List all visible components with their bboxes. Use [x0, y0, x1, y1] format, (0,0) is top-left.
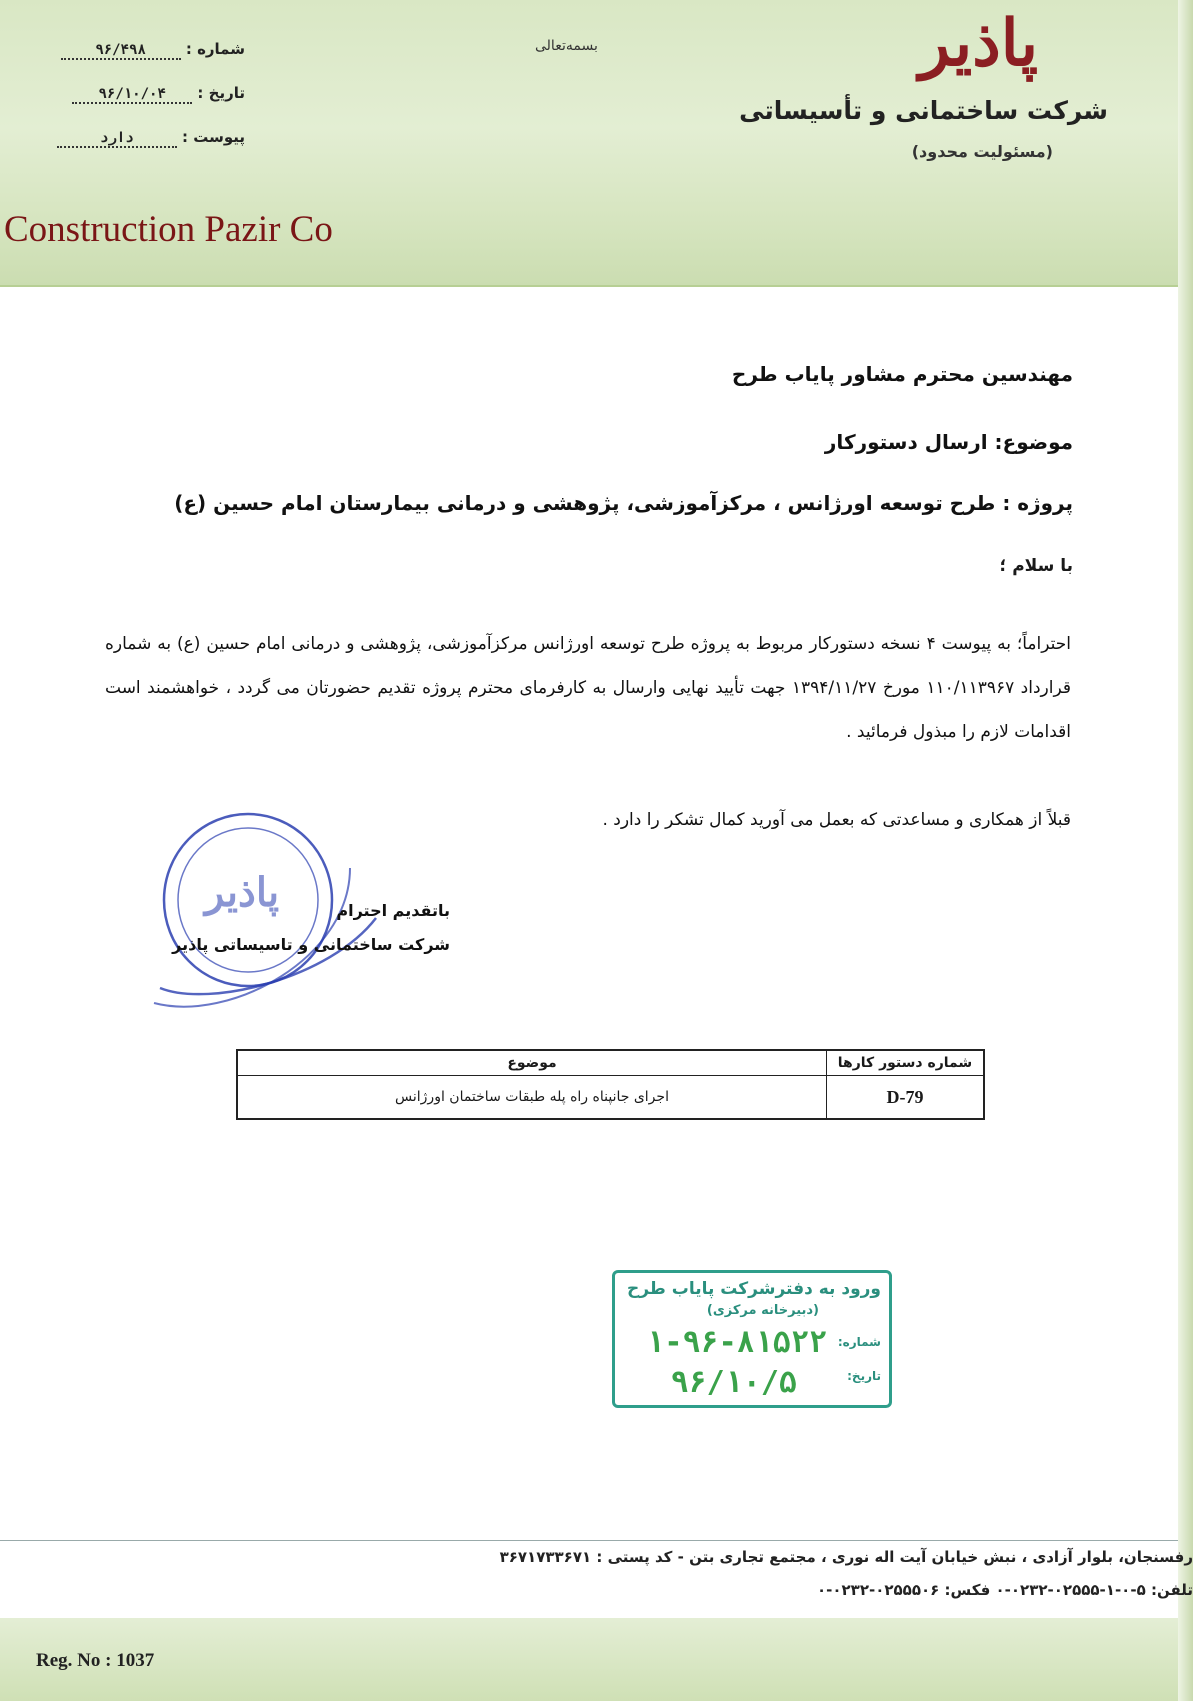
- receipt-date-value: ۹۶/۱۰/۵: [670, 1365, 797, 1400]
- registration-number: Reg. No : 1037: [36, 1650, 155, 1671]
- letter-number-label: شماره :: [185, 40, 245, 58]
- receipt-number-label: شماره:: [837, 1335, 881, 1349]
- letter-number-row: [25, 40, 245, 60]
- work-order-number: D-79: [827, 1076, 985, 1120]
- receipt-stamp: [612, 1270, 892, 1408]
- table-row: [237, 1076, 984, 1120]
- letter-attachment-value: دارد: [57, 130, 177, 148]
- header-subject: موضوع: [237, 1050, 827, 1076]
- bismillah-heading: بسمه‌تعالی: [535, 38, 598, 54]
- letter-greeting: با سلام ؛: [999, 556, 1073, 576]
- work-orders-table: [236, 1049, 985, 1120]
- letter-date-label: تاریخ :: [197, 84, 245, 102]
- svg-text:پاذیر: پاذیر: [204, 869, 280, 916]
- letter-attachment-label: پیوست :: [181, 128, 245, 146]
- page-edge-shading: [1178, 0, 1193, 1701]
- letter-recipient: مهندسین محترم مشاور پایاب طرح: [731, 362, 1073, 386]
- signature-block: [172, 894, 450, 962]
- letter-date-row: [25, 84, 245, 104]
- company-name-fa: شرکت ساختمانی و تأسیساتی: [739, 96, 1108, 125]
- footer-address: رفسنجان، بلوار آزادی ، نبش خیابان آیت اله نوری ، مجتمع تجاری بتن - کد پستی : ۳۶۷۱۷۳۳۶۷۱: [499, 1548, 1193, 1566]
- receipt-stamp-subtitle: (دبیرخانه مرکزی): [706, 1303, 819, 1318]
- letter-date-value: ۹۶/۱۰/۰۴: [72, 86, 192, 104]
- closing-line-1: باتقدیم احترام: [336, 901, 450, 920]
- brand-logo-fa: پاذیر: [919, 6, 1038, 81]
- header-work-order-number: شماره دستور کارها: [827, 1050, 985, 1076]
- company-name-en: Construction Pazir Co: [4, 209, 333, 250]
- footer-divider: [0, 1540, 1178, 1541]
- work-order-subject: اجرای جانپناه راه پله طبقات ساختمان اورژانس: [237, 1076, 827, 1120]
- letter-attachment-row: [25, 128, 245, 148]
- footer-phones: تلفن: ۵-۰-۱-۰۲۵۵۵-۰۲۳۲-۰ فکس: ۰۲۵۵۵۰۶-۰۲۳۲-۰: [816, 1581, 1193, 1599]
- closing-line-2: شرکت ساختمانی و تاسیساتی پاذیر: [172, 935, 450, 954]
- letter-number-value: ۹۶/۴۹۸: [61, 42, 181, 60]
- letter-paragraph-1: احتراماً؛ به پیوست ۴ نسخه دستورکار مربوط به پروژه طرح توسعه اورژانس مرکزآموزشی، پژوهشی و درمانی امام حسین (ع) به شماره قرارداد ۱۱۰/۱۱۳۹۶۷ مورخ ۱۳۹۴/۱۱/۲۷ جهت تأیید نهایی وارسال به کارفرمای محترم پروژه تقدیم حضورتان می گردد ، خواهشمند است اقدامات لازم را مبذول فرمائید .: [105, 634, 1071, 742]
- table-header-row: [237, 1050, 984, 1076]
- letterhead-band: [0, 0, 1178, 287]
- letter-subject: موضوع: ارسال دستورکار: [824, 430, 1073, 454]
- receipt-stamp-title: ورود به دفترشرکت پایاب طرح: [626, 1279, 881, 1299]
- receipt-date-label: تاریخ:: [847, 1369, 881, 1383]
- letter-paragraph-2: قبلاً از همکاری و مساعدتی که بعمل می آورید کمال تشکر را دارد .: [602, 810, 1071, 830]
- receipt-number-value: ۱-۹۶-۸۱۵۲۲: [646, 1325, 827, 1360]
- company-liability: (مسئولیت محدود): [911, 142, 1053, 161]
- footer-band: [0, 1618, 1178, 1701]
- letter-project: پروژه : طرح توسعه اورژانس ، مرکزآموزشی، پژوهشی و درمانی بیمارستان امام حسین (ع): [174, 491, 1073, 515]
